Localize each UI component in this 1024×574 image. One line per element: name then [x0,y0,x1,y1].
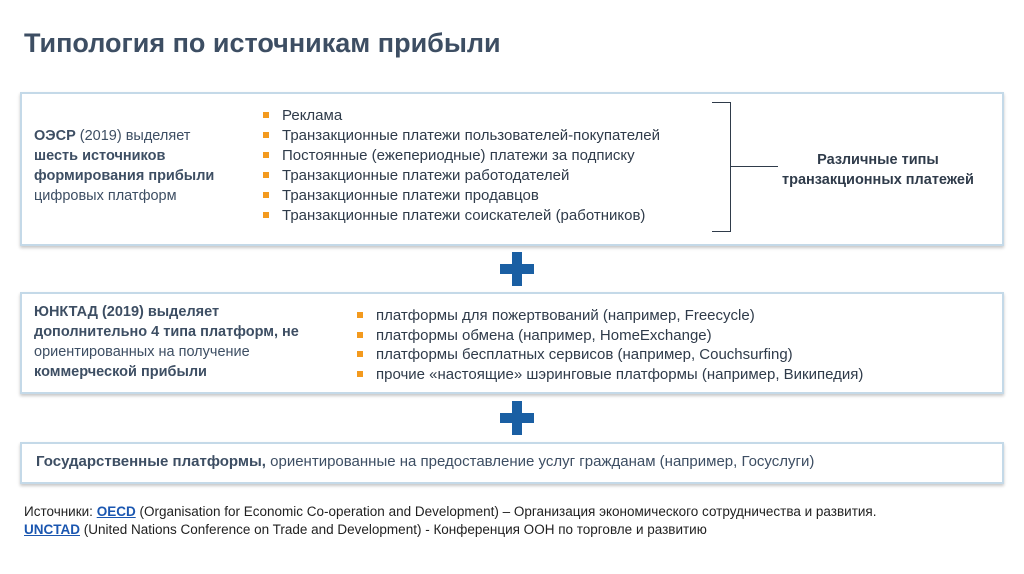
bullet-icon [357,312,363,318]
bullet-icon [263,152,269,158]
sources-note [24,503,876,539]
gov-rest: ориентированные на предоставление услуг гражданам (например, Госуслуги) [265,453,815,470]
oecd-source-text: (Organisation for Economic Co-operation and Development) – Организация экономического сотрудничества и развития. [135,504,877,519]
bullet-icon [263,132,269,138]
bullet-icon [263,212,269,218]
gov-block [20,442,1004,484]
unctad-line-4: коммерческой прибыли [34,364,207,380]
list-item-text: платформы обмена (например, HomeExchange) [376,326,712,344]
list-item-text: прочие «настоящие» шэринговые платформы (например, Википедия) [376,365,864,383]
oecd-link[interactable]: OECD [96,504,136,519]
list-item [260,206,660,226]
bracket-label-line-1: Различные типы [817,152,939,168]
bracket-label-line-2: транзакционных платежей [782,172,974,188]
list-item-text: платформы бесплатных сервисов (например, Couchsurfing) [376,346,793,363]
oecd-line-4: цифровых платформ [34,188,177,204]
sources-line-2 [24,521,876,539]
list-item-text: платформы для пожертвований (например, Freecycle) [376,307,755,324]
oecd-block [20,92,1004,246]
oecd-name: ОЭСР [34,128,76,144]
list-item-text: Транзакционные платежи пользователей-покупателей [282,127,661,144]
bullet-icon [357,332,363,338]
list-item [260,146,660,166]
oecd-sources-list [260,106,660,226]
oecd-line-2: шесть источников [34,148,166,164]
unctad-line-3: ориентированных на получение [34,344,250,360]
list-item [354,306,863,326]
oecd-line-1 [34,126,214,146]
list-item-text: Транзакционные платежи соискателей (работников) [282,207,646,224]
bullet-icon [263,112,269,118]
unctad-platforms-list [354,306,863,384]
unctad-link[interactable]: UNCTAD [24,522,80,537]
oecd-description [34,126,214,206]
list-item-text: Постоянные (ежепериодные) платежи за подписку [282,147,635,164]
list-item-text: Транзакционные платежи продавцов [282,187,539,204]
page-title: Типология по источникам прибыли [24,28,501,58]
list-item-text: Реклама [282,107,343,124]
list-item-text: Транзакционные платежи работодателей [282,167,570,184]
oecd-line-3: формирования прибыли [34,168,215,184]
bullet-icon [357,351,363,357]
bracket-connector [730,166,778,167]
gov-bold: Государственные платформы, [36,453,266,470]
unctad-line-1: ЮНКТАД (2019) выделяет [34,304,220,320]
list-item [260,106,660,126]
bracket-label [782,150,974,190]
bullet-icon [263,172,269,178]
bullet-icon [357,371,363,377]
bracket-icon [712,102,731,232]
list-item [260,166,660,186]
unctad-line-2: дополнительно 4 типа платформ, не [34,324,299,340]
list-item [260,186,660,206]
unctad-description [34,302,299,382]
list-item [260,126,660,146]
plus-icon [500,252,534,286]
sources-line-1 [24,503,876,521]
gov-text [36,453,814,470]
list-item [354,365,863,385]
list-item [354,326,863,346]
oecd-year: (2019) выделяет [75,128,191,144]
sources-prefix: Источники: [24,504,97,519]
plus-icon [500,401,534,435]
unctad-source-text: (United Nations Conference on Trade and Development) - Конференция ООН по торговле и развитию [80,522,707,537]
bullet-icon [263,192,269,198]
list-item [354,345,863,365]
unctad-block [20,292,1004,394]
